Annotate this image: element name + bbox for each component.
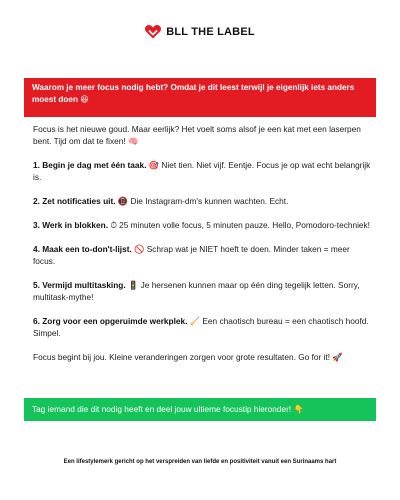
header-banner-text: Waarom je meer focus nodig hebt? Omdat je dit leest terwijl je eigenlijk iets anders moest doen 😆 [32,83,355,104]
tip-item-6 [33,315,373,339]
footer-tagline: Een lifestylemerk gericht op het verspreiden van liefde en positiviteit vanuit een Surinaams hart [63,459,337,465]
tip-title: 1. Begin je dag met één taak. [33,160,147,170]
tip-text: 🎯 Niet tien. Niet vijf. Eentje. Focus je op wat echt belangrijk is. [33,160,371,182]
intro-paragraph: Focus is het nieuwe goud. Maar eerlijk? Het voelt soms alsof je een kat met een laserpen bent. Tijd om dat te fixen! 🧠 [33,124,361,146]
tip-title: 6. Zorg voor een opgeruimde werkplek. [33,316,188,326]
cta-banner-text: Tag iemand die dit nodig heeft en deel jouw ultieme focustip hieronder! 👇 [32,404,304,414]
tip-text: 🚦 Je hersenen kunnen maar op één ding tegelijk letten. Sorry, multitask-mythe! [33,280,360,302]
heart-logo-icon [145,25,161,39]
brand-name: BLL THE LABEL [166,26,255,38]
tip-item-1 [33,159,373,183]
brand-logo [0,25,400,39]
tip-text: ⏱ 25 minuten volle focus, 5 minuten pauze. Hello, Pomodoro-techniek! [108,220,370,230]
tip-title: 5. Vermijd multitasking. [33,280,126,290]
tip-item-2 [33,195,373,207]
closing-paragraph: Focus begint bij jou. Kleine veranderingen zorgen voor grote resultaten. Go for it! 🚀 [33,352,343,362]
tip-text: 🚫 Schrap wat je NIET hoeft te doen. Minder taken = meer focus. [33,244,350,266]
tip-title: 4. Maak een to-don't-lijst. [33,244,132,254]
tip-text: 📵 Die Instagram-dm's kunnen wachten. Echt. [115,196,289,206]
post-content [33,123,373,375]
tip-title: 3. Werk in blokken. [33,220,109,230]
cta-banner [24,398,376,421]
tip-text: 🧹 Een chaotisch bureau = een chaotisch hoofd. Simpel. [33,316,369,338]
header-banner [24,78,376,117]
tip-title: 2. Zet notificaties uit. [33,196,116,206]
tip-item-5 [33,279,373,303]
tip-item-4 [33,243,373,267]
tip-item-3 [33,219,373,231]
